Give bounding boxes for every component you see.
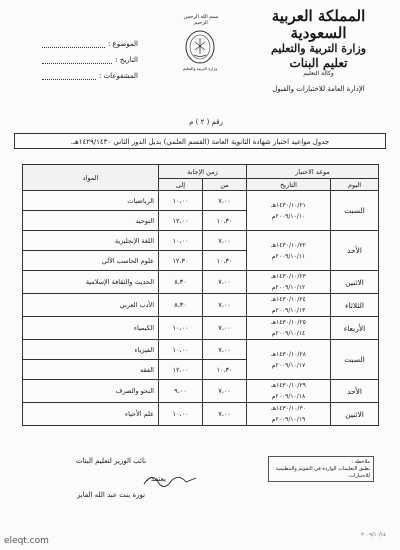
handwritten-signature xyxy=(140,470,200,490)
date-hijri: ١٤٣٠/١٠/٢٣هـ xyxy=(271,273,306,280)
emblem-caption: وزارة التربية والتعليم xyxy=(182,66,218,71)
date-gregorian: ٢٠٠٩/١٠/١٨م xyxy=(271,393,306,400)
date-cell xyxy=(247,380,331,403)
girls-education: تعليم البنات xyxy=(289,56,348,70)
signatory-name: نورة بنت عبد الله الفايز xyxy=(76,491,146,499)
date-cell xyxy=(247,403,331,426)
day-cell: الأحد xyxy=(331,380,379,403)
reference-number: رقم ( ٢ ) م xyxy=(189,118,223,126)
meta-fields xyxy=(42,36,138,84)
from-time-cell: ٧،٠٠ xyxy=(203,231,247,251)
date-hijri: ١٤٣٠/١٠/٢٥هـ xyxy=(271,319,306,326)
to-time-cell: ٨،٣٠ xyxy=(159,294,203,317)
kingdom-name: المملكة العربية السعودية xyxy=(271,7,366,42)
subject-line: جدول مواعيد اختبار شهادة الثانوية العامة (القسم العلمي) بديل الدور الثاني ١٤٢٩/١٤٣٠هـ. xyxy=(14,133,386,149)
date-header: التاريخ xyxy=(247,179,331,191)
meta-subject-line xyxy=(42,39,105,48)
day-cell: السبت xyxy=(331,191,379,231)
date-gregorian: ٢٠٠٩/١٠/١٩م xyxy=(271,416,306,423)
date-gregorian: ٢٠٠٩/١٠/١٣م xyxy=(271,307,306,314)
agency-name: وكالة التعليم xyxy=(303,70,334,77)
table-row xyxy=(23,340,379,360)
meta-row xyxy=(42,52,138,64)
subject-cell: الرياضيات xyxy=(23,191,159,211)
subjects-header: المواد xyxy=(23,165,159,191)
date-cell xyxy=(247,271,331,294)
from-time-cell: ١٠،٣٠ xyxy=(203,211,247,231)
date-cell xyxy=(247,340,331,380)
date-gregorian: ٢٠٠٩/١٠/١٤م xyxy=(271,330,306,337)
day-cell: السبت xyxy=(331,340,379,380)
subject-cell: الفقه xyxy=(23,360,159,380)
from-header: من xyxy=(203,179,247,191)
to-time-cell: ١٢،٣٠ xyxy=(159,251,203,271)
date-gregorian: ٢٠٠٩/١٠/١٧م xyxy=(271,361,306,369)
meta-subject-label: الموضوع : xyxy=(107,40,138,48)
day-cell: الأحد xyxy=(331,231,379,271)
footer-date: ٢٠٠٩/١٠/١٤ xyxy=(361,532,386,538)
to-time-cell: ٨،٣٠ xyxy=(159,271,203,294)
from-time-cell: ١٠،٣٠ xyxy=(203,360,247,380)
date-cell xyxy=(247,317,331,340)
from-time-cell: ١٠،٣٠ xyxy=(203,251,247,271)
basmala: بسم الله الرحمن الرحيم xyxy=(183,14,219,26)
answer-time-header: زمن الإجابة xyxy=(159,165,247,179)
table-row xyxy=(23,403,379,426)
ministry-emblem-icon xyxy=(185,30,215,64)
day-cell: الاثنين xyxy=(331,403,379,426)
from-time-cell: ٧،٠٠ xyxy=(203,271,247,294)
exam-date-header: موعد الاختبار xyxy=(247,165,379,179)
department-name: الإدارة العامة للاختبارات والقبول xyxy=(272,85,365,93)
watermark: eleqt.com xyxy=(4,536,49,546)
date-gregorian: ٢٠٠٩/١٠/١٠م xyxy=(271,212,306,220)
from-time-cell: ٧،٠٠ xyxy=(203,294,247,317)
from-time-cell: ٧،٠٠ xyxy=(203,340,247,360)
date-hijri: ١٤٣٠/١٠/٢٤هـ xyxy=(271,296,306,303)
from-time-cell: ٧،٠٠ xyxy=(203,317,247,340)
from-time-cell: ٧،٠٠ xyxy=(203,403,247,426)
to-time-cell: ١٢،٠٠ xyxy=(159,360,203,380)
meta-row xyxy=(42,68,138,80)
approved-label: يعتمد ، xyxy=(146,475,166,483)
from-time-cell: ٧،٠٠ xyxy=(203,191,247,211)
from-time-cell: ٧،٠٠ xyxy=(203,380,247,403)
table-row xyxy=(23,271,379,294)
date-gregorian: ٢٠٠٩/١٠/١١م xyxy=(271,252,306,260)
letterhead xyxy=(251,8,386,94)
subject-cell: الأدب العربي xyxy=(23,294,159,317)
notes-title: ملاحظة : xyxy=(351,459,370,465)
table-row xyxy=(23,380,379,403)
date-hijri: ١٤٣٠/١٠/٣٠هـ xyxy=(271,405,306,412)
day-header: اليوم xyxy=(331,179,379,191)
meta-attachments-line xyxy=(42,71,96,80)
table-row xyxy=(23,294,379,317)
date-hijri: ١٤٣٠/١٠/٢٢هـ xyxy=(271,241,306,249)
to-time-cell: ١٠،٠٠ xyxy=(159,403,203,426)
subject-cell: علوم الحاسب الآلي xyxy=(23,251,159,271)
day-cell: الاثنين xyxy=(331,271,379,294)
subject-cell: النحو والصرف xyxy=(23,380,159,403)
subject-cell: اللغة الإنجليزية xyxy=(23,231,159,251)
table-row xyxy=(23,231,379,251)
subject-cell: التوحيد xyxy=(23,211,159,231)
meta-attachments-label: المشفوعات : xyxy=(98,72,138,80)
meta-row xyxy=(42,36,138,48)
to-time-cell: ١٠،٠٠ xyxy=(159,191,203,211)
subject-cell: الكيمياء xyxy=(23,317,159,340)
signature-title: نائب الوزير لتعليم البنات xyxy=(75,457,147,465)
to-time-cell: ٩،٠٠ xyxy=(159,380,203,403)
day-cell: الأربعاء xyxy=(331,317,379,340)
notes-text: تطبق التعليمات الواردة في التقويم والتنظيمية للاختبارات. xyxy=(275,466,370,479)
to-time-cell: ١٢،٠٠ xyxy=(159,211,203,231)
ministry-name: وزارة التربية والتعليم xyxy=(270,42,367,55)
date-hijri: ١٤٣٠/١٠/٢١هـ xyxy=(271,201,306,209)
date-hijri: ١٤٣٠/١٠/٢٩هـ xyxy=(271,382,306,389)
subject-cell: الفيزياء xyxy=(23,340,159,360)
exam-schedule-table xyxy=(22,164,379,426)
date-hijri: ١٤٣٠/١٠/٢٨هـ xyxy=(271,350,306,358)
day-cell: الثلاثاء xyxy=(331,294,379,317)
subject-cell: علم الأحياء xyxy=(23,403,159,426)
meta-date-label: التاريخ : xyxy=(115,56,138,64)
to-time-cell: ١٠،٠٠ xyxy=(159,340,203,360)
date-cell xyxy=(247,231,331,271)
date-cell xyxy=(247,191,331,231)
schedule-body xyxy=(23,191,379,426)
date-gregorian: ٢٠٠٩/١٠/١٢م xyxy=(271,284,306,291)
to-time-cell: ١٠،٠٠ xyxy=(159,231,203,251)
to-header: إلى xyxy=(159,179,203,191)
subject-cell: الحديث والثقافة الإسلامية xyxy=(23,271,159,294)
date-cell xyxy=(247,294,331,317)
table-row xyxy=(23,191,379,211)
meta-date-line xyxy=(42,55,112,64)
table-row xyxy=(23,317,379,340)
to-time-cell: ١٠،٠٠ xyxy=(159,317,203,340)
notes-box xyxy=(268,456,374,482)
